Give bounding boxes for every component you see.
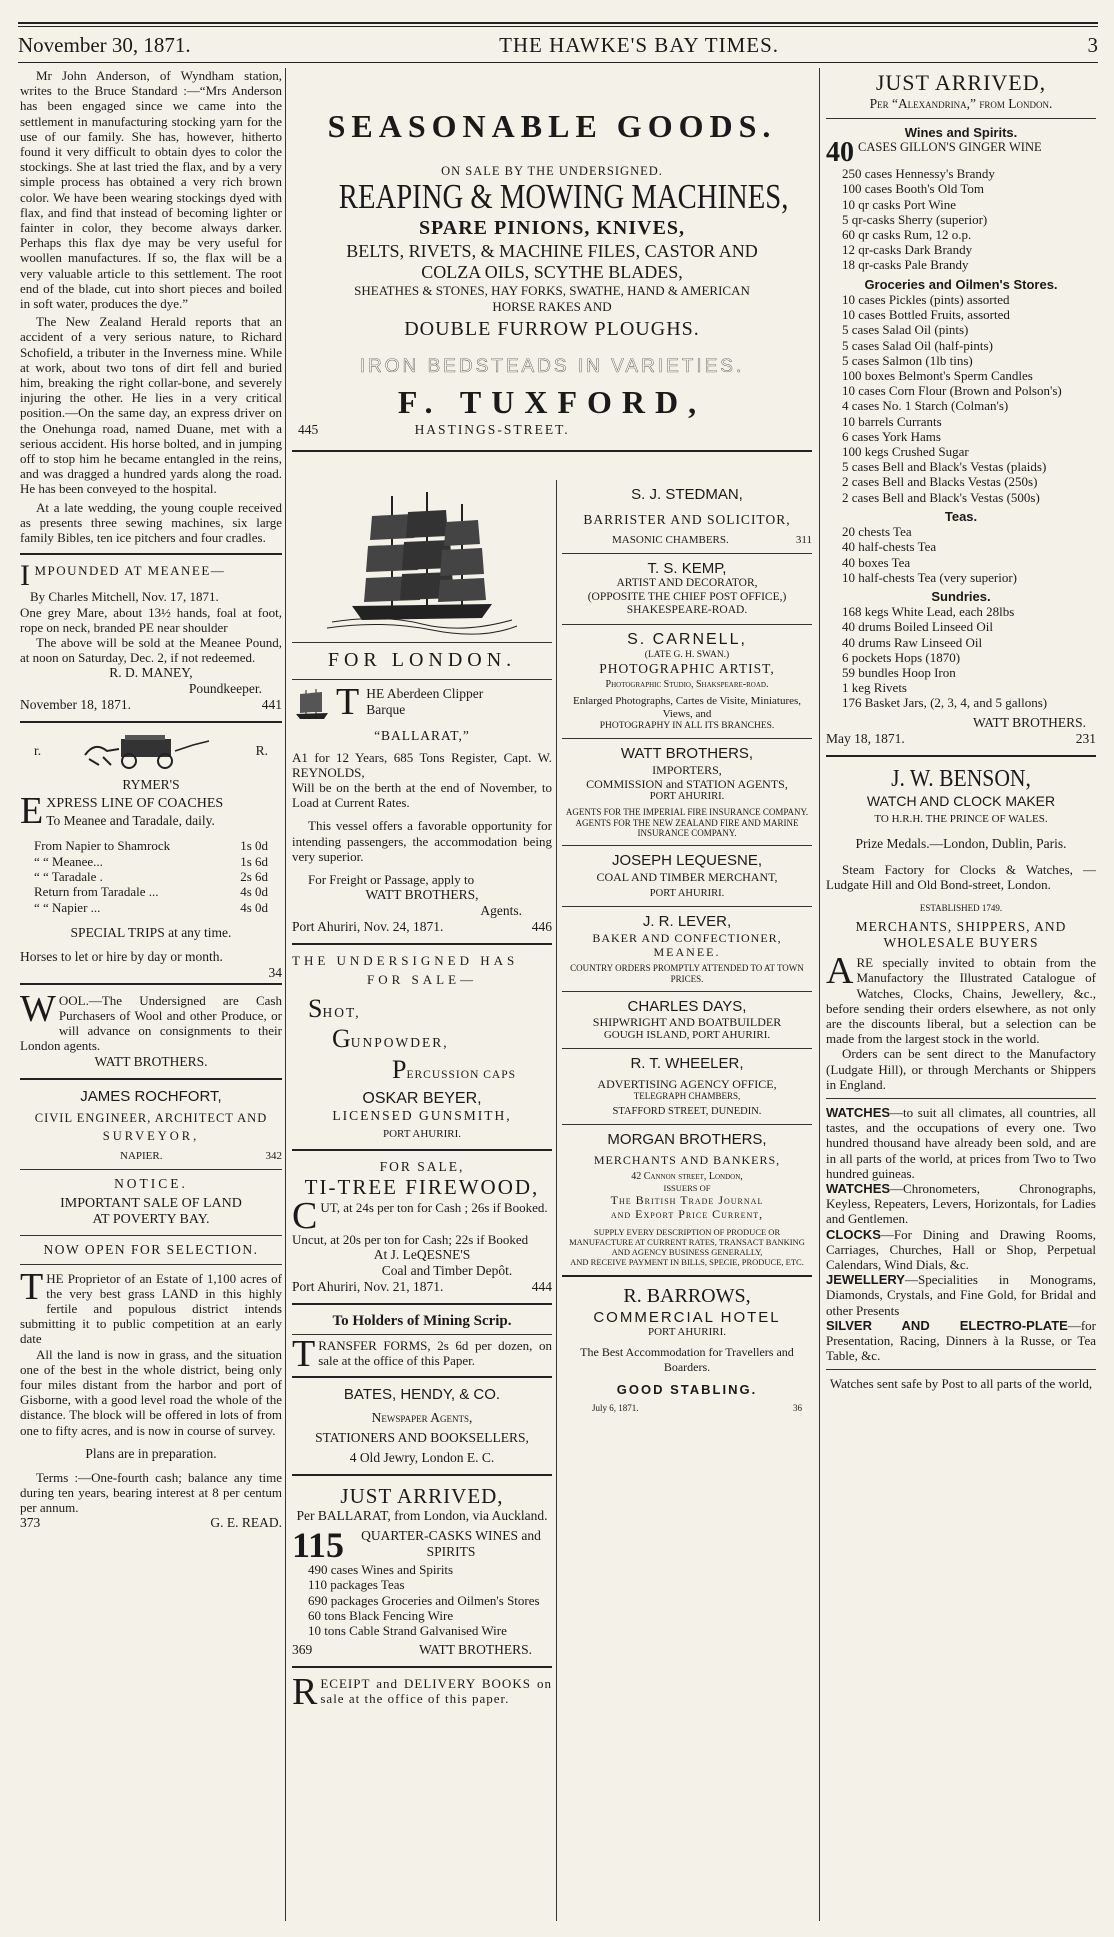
issue-date: November 30, 1871. bbox=[18, 32, 191, 57]
morgan-card bbox=[562, 1131, 812, 1267]
stedman-num: 311 bbox=[795, 533, 812, 546]
col4-arrived-date: May 18, 1871. bbox=[826, 730, 905, 746]
stedman-l2: MASONIC CHAMBERS. bbox=[612, 533, 729, 546]
morgan-l3: ISSUERS OF bbox=[663, 1182, 711, 1193]
london-clipper bbox=[292, 680, 552, 723]
drop-cap: I bbox=[20, 559, 32, 593]
impound-date: November 18, 1871. bbox=[20, 697, 131, 713]
carnell-name: S. CARNELL, bbox=[627, 630, 747, 648]
impound-name: R. D. MANEY, bbox=[109, 665, 193, 681]
divider bbox=[562, 738, 812, 739]
tuxford-name: F. TUXFORD, bbox=[397, 383, 707, 420]
benson-l1: WATCH AND CLOCK MAKER bbox=[866, 792, 1056, 809]
bates-l1: Newspaper Agents, bbox=[371, 1409, 473, 1425]
kemp-l2: (OPPOSITE THE CHIEF POST OFFICE,) bbox=[587, 590, 787, 603]
stedman-card bbox=[562, 486, 812, 547]
firewood-l2: TI-TREE FIREWOOD, bbox=[304, 1175, 540, 1200]
coach-horses: Horses to let or hire by day or month. bbox=[20, 949, 223, 964]
receipt-advert bbox=[292, 1671, 552, 1714]
kemp-l1: ARTIST AND DECORATOR, bbox=[616, 577, 758, 590]
london-ship: “BALLARAT,” bbox=[374, 727, 470, 743]
scrip-advert bbox=[292, 1313, 552, 1375]
seasonable-h7: DOUBLE FURROW PLOUGHS. bbox=[404, 317, 700, 340]
morgan-l6: SUPPLY EVERY DESCRIPTION OF PRODUCE OR MANUFACTURE AT CURRENT RATES, TRANSACT BANKING AND AGENCY BUSINESS GENERALLY, bbox=[569, 1227, 805, 1258]
london-head: FOR LONDON. bbox=[327, 649, 517, 671]
arrived-num: 369 bbox=[292, 1642, 313, 1658]
arrived-sub: Per BALLARAT, from London, via Auckland. bbox=[296, 1508, 548, 1524]
divider bbox=[562, 1048, 812, 1049]
benson-item: WATCHES—to suit all climates, all countries, all tastes, and the occupations of every one. Two hundred thousand have already been sold, and are in all parts of the world, at prices from Two to Two hundred guineas. bbox=[826, 1104, 1096, 1181]
article-accident: The New Zealand Herald reports that an accident of a very serious nature, to Richard Schofield, a tributer in the Inverness mine. While at work, about two tons of dirt fell and buried him, breaking the right collar-bone, and severely injuring the other. He lies in a very critical position.—On the same day, an express driver on the Onehunga road, named Duane, met with a serious accident. His horse bolted, and in jumping off to stop him he became entangled in the reins, and was dragged a hundred yards along the road. He has been conveyed to the hospital. bbox=[20, 314, 282, 497]
beyer-shot: HOT, bbox=[322, 1004, 361, 1020]
drop-cap: T bbox=[20, 1265, 44, 1308]
days-name: CHARLES DAYS, bbox=[627, 997, 747, 1015]
notice-num: 373 bbox=[20, 1515, 41, 1531]
tuxford-street: HASTINGS-STREET. bbox=[414, 421, 570, 437]
col4-arrived-sub: Per “Alexandrina,” from London. bbox=[869, 95, 1053, 111]
coach-special: SPECIAL TRIPS at any time. bbox=[70, 925, 232, 941]
london-l2: Barque bbox=[366, 701, 406, 717]
carnell-l2: Photographic Studio, Shakspeare-road. bbox=[605, 678, 769, 690]
column-divider bbox=[819, 68, 820, 1921]
column-1 bbox=[20, 68, 282, 1921]
lever-name: J. R. LEVER, bbox=[642, 913, 732, 931]
kemp-l3: SHAKESPEARE-ROAD. bbox=[626, 604, 748, 617]
divider bbox=[292, 1303, 552, 1305]
watt-l1: IMPORTERS, bbox=[652, 762, 722, 777]
kemp-name: T. S. KEMP, bbox=[647, 559, 727, 577]
morgan-l7: AND RECEIVE PAYMENT IN BILLS, SPECIE, PRODUCE, ETC. bbox=[570, 1257, 804, 1268]
bates-l3: 4 Old Jewry, London E. C. bbox=[349, 1449, 495, 1465]
london-p2: Will be on the berth at the end of November, to Load at Current Rates. bbox=[292, 779, 552, 811]
drop-cap: T bbox=[336, 680, 360, 723]
drop-cap: E bbox=[20, 790, 44, 832]
seasonable-h8: IRON BEDSTEADS IN VARIETIES. bbox=[359, 355, 745, 377]
wool-advert bbox=[20, 987, 282, 1070]
days-l1: SHIPWRIGHT AND BOATBUILDER bbox=[592, 1015, 782, 1030]
tea-list: 20 chests Tea 40 half-chests Tea 40 boxes Tea 10 half-chests Tea (very superior) bbox=[842, 524, 1018, 585]
divider bbox=[20, 1264, 282, 1265]
lequesne-name: JOSEPH LEQUESNE, bbox=[611, 852, 763, 870]
london-agents: Agents. bbox=[480, 903, 522, 919]
coach-illustration bbox=[83, 731, 213, 771]
impound-role: Poundkeeper. bbox=[188, 681, 262, 697]
divider bbox=[292, 943, 552, 945]
n40: 40 bbox=[826, 137, 854, 169]
article-wedding: At a late wedding, the young couple received as presents three sewing machines, six large family Bibles, ten ice pitchers and four cradles. bbox=[20, 499, 282, 546]
coach-advert bbox=[20, 731, 282, 981]
stedman-name: S. J. STEDMAN, bbox=[631, 486, 743, 503]
seasonable-goods-advert bbox=[292, 68, 812, 468]
divider bbox=[562, 1124, 812, 1125]
beyer-perc: ERCUSSION CAPS bbox=[406, 1068, 517, 1081]
divider bbox=[562, 1275, 812, 1277]
barrows-l4: GOOD STABLING. bbox=[616, 1381, 758, 1397]
bates-l2: STATIONERS AND BOOKSELLERS, bbox=[315, 1429, 529, 1445]
lever-l2: MEANEE. bbox=[653, 945, 721, 960]
divider bbox=[292, 1474, 552, 1476]
top-rule bbox=[18, 22, 1098, 24]
divider bbox=[20, 721, 282, 723]
divider bbox=[20, 983, 282, 985]
coach-rymer: RYMER'S bbox=[122, 777, 180, 793]
notice-terms: Terms :—One-fourth cash; balance any time during ten years, bearing interest at 8 per centum per annum. bbox=[20, 1469, 282, 1516]
page-number: 3 bbox=[1087, 32, 1098, 57]
drop-cap: C bbox=[292, 1195, 318, 1238]
divider bbox=[826, 755, 1096, 757]
london-date: Port Ahuriri, Nov. 24, 1871. bbox=[292, 918, 444, 934]
notice-p2: All the land is now in grass, and the situation one of the best in the whole district, being only four miles distant from the harbor and port of Gisborne, with a good level road the whole of the distance. The block will be offered in lots of from one to fifty acres, and is now in course of survey. bbox=[20, 1346, 282, 1438]
benson-p1: RE specially invited to obtain from the Manufactory the Illustrated Catalogue of Watches, Clocks, Chains, Jewellery, &c., before sending their orders elsewhere, as not only are the discounts liberal, but a selection can be made from the largest stock in the world. bbox=[826, 955, 1096, 1047]
divider bbox=[826, 1369, 1096, 1370]
wheeler-card bbox=[562, 1055, 812, 1118]
coach-line2: To Meanee and Taradale, daily. bbox=[46, 812, 215, 828]
arrived-list: 490 cases Wines and Spirits 110 packages Teas 690 packages Groceries and Oilmen's Stores 60 tons Black Fencing Wire 10 tons Cable Strand Galvanised Wire bbox=[308, 1562, 540, 1639]
watt-name: WATT BROTHERS, bbox=[620, 744, 754, 762]
london-p3: This vessel offers a favorable opportunity for intending passengers, the accommodation being very superior. bbox=[292, 818, 552, 864]
impound-sale: The above will be sold at the Meanee Pound, at noon on Saturday, Dec. 2, if not redeemed. bbox=[20, 634, 282, 666]
divider bbox=[20, 1169, 282, 1170]
barrows-l1: COMMERCIAL HOTEL bbox=[593, 1308, 781, 1326]
london-p4: For Freight or Passage, apply to bbox=[308, 871, 475, 887]
benson-m2: WHOLESALE BUYERS bbox=[883, 935, 1039, 951]
wheeler-l2: TELEGRAPH CHAMBERS, bbox=[633, 1091, 741, 1102]
sundries-list: 168 kegs White Lead, each 28lbs 40 drums Boiled Linseed Oil 40 drums Raw Linseed Oil 6 pockets Hops (1870) 59 bundles Hoop Iron 1 keg Rivets 176 Basket Jars, (2, 3, 4, and 5 gallons) bbox=[842, 604, 1048, 711]
barrows-l2: PORT AHURIRI. bbox=[648, 1326, 726, 1339]
wool-text: OOL.—The Undersigned are Cash Purchasers of Wool and other Produce, or will advance on consignments to their London agents. bbox=[20, 992, 282, 1054]
morgan-l5: and Export Price Current, bbox=[610, 1206, 764, 1221]
london-agent: WATT BROTHERS, bbox=[365, 887, 479, 903]
firewood-advert bbox=[292, 1159, 552, 1295]
seasonable-h3: BELTS, RIVETS, & MACHINE FILES, CASTOR AND bbox=[346, 240, 758, 261]
morgan-name: MORGAN BROTHERS, bbox=[607, 1131, 767, 1149]
carnell-l0: (LATE G. H. SWAN.) bbox=[644, 649, 730, 660]
divider bbox=[20, 1235, 282, 1236]
divider bbox=[20, 1078, 282, 1080]
beyer-place: PORT AHURIRI. bbox=[383, 1128, 461, 1141]
impound-by: By Charles Mitchell, Nov. 17, 1871. bbox=[30, 589, 219, 605]
divider bbox=[20, 553, 282, 555]
column-2 bbox=[292, 480, 552, 1921]
barrows-name: R. BARROWS, bbox=[623, 1285, 751, 1308]
divider bbox=[826, 118, 1096, 119]
masthead-rule bbox=[18, 62, 1098, 63]
kemp-card bbox=[562, 560, 812, 618]
divider bbox=[562, 845, 812, 846]
divider bbox=[562, 906, 812, 907]
carnell-card bbox=[562, 631, 812, 732]
arrived-name: WATT BROTHERS. bbox=[418, 1642, 532, 1658]
column-divider bbox=[285, 68, 286, 1921]
fare-row: “ “ Taradale . 2s 6d bbox=[34, 869, 268, 885]
scrip-text: RANSFER FORMS, 2s 6d per dozen, on sale at the office of this Paper. bbox=[318, 1337, 552, 1368]
divider bbox=[292, 1666, 552, 1668]
firewood-p2: Uncut, at 20s per ton for Cash; 22s if Booked bbox=[292, 1232, 529, 1248]
barrows-date: July 6, 1871. bbox=[592, 1403, 639, 1414]
rochfort-place: NAPIER. bbox=[120, 1149, 163, 1162]
drop-cap: A bbox=[826, 950, 854, 993]
tuxford-num: 445 bbox=[298, 421, 319, 437]
col4-arrived-num: 231 bbox=[1075, 730, 1096, 746]
carnell-l3: Enlarged Photographs, Cartes de Visite, Miniatures, Views, and bbox=[572, 694, 802, 720]
notice-selection: NOW OPEN FOR SELECTION. bbox=[43, 1241, 259, 1257]
lequesne-l1: COAL AND TIMBER MERCHANT, bbox=[596, 869, 778, 884]
seasonable-h2: SPARE PINIONS, KNIVES, bbox=[418, 217, 686, 240]
col4-arrived-head: JUST ARRIVED, bbox=[875, 70, 1047, 95]
teas-head: Teas. bbox=[944, 508, 978, 524]
fare-row: “ “ Napier ... 4s 0d bbox=[34, 899, 268, 915]
benson-p2: Orders can be sent direct to the Manufactory (Ludgate Hill), or through Merchants or Shippers in England. bbox=[826, 1046, 1096, 1092]
lever-card bbox=[562, 913, 812, 984]
impound-desc: One grey Mare, about 13½ hands, foal at foot, rope on neck, branded PE near shoulder bbox=[20, 604, 282, 635]
wool-name: WATT BROTHERS. bbox=[94, 1053, 208, 1069]
arrived-head: JUST ARRIVED, bbox=[340, 1483, 504, 1508]
benson-advert bbox=[826, 765, 1096, 1392]
seasonable-h5: SHEATHES & STONES, HAY FORKS, SWATHE, HAND & AMERICAN bbox=[354, 283, 750, 299]
seasonable-sub: ON SALE BY THE UNDERSIGNED. bbox=[441, 163, 663, 178]
fare-row: “ “ Meanee... 1s 6d bbox=[34, 853, 268, 869]
beyer-advert: THE UNDERSIGNED HAS FOR SALE— SHOT, GUNPOWDER, PERCUSSION CAPS OSKAR BEYER, LICENSED GUNSMITH, PORT AHURIRI. bbox=[292, 953, 552, 1141]
impound-heading: MPOUNDED AT MEANEE— bbox=[34, 563, 226, 579]
benson-l2: TO H.R.H. THE PRINCE OF WALES. bbox=[874, 813, 1048, 826]
seasonable-title: SEASONABLE GOODS. bbox=[327, 108, 777, 144]
small-ship-icon bbox=[292, 686, 332, 722]
divider bbox=[562, 553, 812, 554]
notice-title-1: IMPORTANT SALE OF LAND bbox=[60, 1195, 242, 1211]
firewood-p1: UT, at 24s per ton for Cash ; 26s if Booked. bbox=[320, 1200, 548, 1216]
firewood-num: 444 bbox=[531, 1279, 552, 1295]
ginger: CASES GILLON'S GINGER WINE bbox=[858, 140, 1042, 155]
lequesne-card bbox=[562, 852, 812, 900]
impound-num: 441 bbox=[261, 697, 282, 713]
divider bbox=[562, 624, 812, 625]
wheeler-l3: STAFFORD STREET, DUNEDIN. bbox=[612, 1105, 762, 1117]
watt-l5: AGENTS FOR THE NEW ZEALAND FIRE AND MARINE INSURANCE COMPANY. bbox=[575, 817, 799, 839]
lever-l1: BAKER AND CONFECTIONER, bbox=[592, 931, 782, 945]
watt-l2: COMMISSION and STATION AGENTS, bbox=[586, 776, 788, 791]
benson-last: Watches sent safe by Post to all parts of the world, bbox=[829, 1376, 1093, 1392]
watt-l3: PORT AHURIRI. bbox=[649, 790, 725, 802]
benson-m1: MERCHANTS, SHIPPERS, AND bbox=[855, 919, 1067, 935]
london-l1: HE Aberdeen Clipper bbox=[366, 685, 484, 701]
coach-num: 34 bbox=[268, 964, 282, 980]
impounded-notice bbox=[20, 559, 282, 713]
rochfort-l2: SURVEYOR, bbox=[102, 1129, 200, 1144]
wine-list: 250 cases Hennessy's Brandy 100 cases Booth's Old Tom 10 qr casks Port Wine 5 qr-casks Sherry (superior) 60 qr casks Rum, 12 o.p. 12 qr-casks Dark Brandy 18 qr-casks Pale Brandy bbox=[842, 166, 995, 273]
notice-p1: HE Proprietor of an Estate of 1,100 acres of the very best grass LAND in this highly fertile and populous district intends submitting it to public competition at an early date bbox=[20, 1270, 282, 1347]
barrows-card bbox=[562, 1285, 812, 1414]
beyer-name: OSKAR BEYER, bbox=[362, 1089, 482, 1107]
rochfort-l1: CIVIL ENGINEER, ARCHITECT AND bbox=[34, 1111, 268, 1126]
divider bbox=[292, 679, 552, 680]
coach-initial-left: r. bbox=[34, 743, 42, 759]
london-num: 446 bbox=[531, 918, 552, 934]
lequesne-l2: PORT AHURIRI. bbox=[649, 887, 725, 899]
ship-illustration bbox=[322, 486, 522, 636]
drop-cap: R bbox=[292, 1671, 318, 1714]
bates-name: BATES, HENDY, & CO. bbox=[343, 1386, 501, 1404]
receipt-text: ECEIPT and DELIVERY BOOKS on sale at the office of this paper. bbox=[320, 1676, 552, 1707]
seasonable-h1: REAPING & MOWING MACHINES, bbox=[338, 176, 789, 216]
divider bbox=[562, 991, 812, 992]
column-divider bbox=[556, 480, 557, 1921]
barrows-num: 36 bbox=[793, 1403, 802, 1414]
newspaper-title: THE HAWKE'S BAY TIMES. bbox=[499, 32, 780, 57]
wheeler-l1: ADVERTISING AGENCY OFFICE, bbox=[597, 1077, 777, 1092]
bates-advert bbox=[292, 1386, 552, 1465]
divider bbox=[826, 1098, 1096, 1099]
lever-l3: COUNTRY ORDERS PROMPTLY ATTENDED TO AT TOWN PRICES. bbox=[570, 963, 804, 984]
fare-row: Return from Taradale ... 4s 0d bbox=[34, 884, 268, 900]
drop-cap: W bbox=[20, 987, 56, 1030]
benson-name: J. W. BENSON, bbox=[891, 765, 1031, 792]
column-3 bbox=[562, 480, 812, 1921]
rochfort-name: JAMES ROCHFORT, bbox=[80, 1087, 222, 1105]
firewood-p4: Coal and Timber Depôt. bbox=[381, 1263, 513, 1279]
rochfort-advert bbox=[20, 1088, 282, 1163]
firewood-date: Port Ahuriri, Nov. 21, 1871. bbox=[292, 1279, 444, 1295]
arrived-q: QUARTER-CASKS WINES and SPIRITS bbox=[361, 1528, 541, 1560]
days-card bbox=[562, 998, 812, 1043]
arrived-advert bbox=[292, 1484, 552, 1659]
drop-cap: T bbox=[292, 1332, 316, 1375]
morgan-l4: The British Trade Journal bbox=[610, 1192, 764, 1207]
beyer-l2: FOR SALE— bbox=[366, 972, 478, 988]
divider bbox=[292, 450, 812, 452]
watt-card bbox=[562, 745, 812, 839]
beyer-trade: LICENSED GUNSMITH, bbox=[332, 1108, 512, 1124]
stedman-l1: BARRISTER AND SOLICITOR, bbox=[583, 511, 791, 527]
top-rule-thin bbox=[18, 26, 1098, 27]
article-flax-dye: Mr John Anderson, of Wyndham station, writes to the Bruce Standard :—“Mrs Anderson has been engaged since we came into the settlement in manufacturing stocking yarn for the use of our family. She has, however, hitherto found it very difficult to obtain dyes to color the stockings. She at last tried the flax, and by a very simple process has obtained a very rich brown color. We have been wearing stockings dyed with flax, and find that instead of becoming lighter or fainter in color, they become always darker. Perhaps this flax dye may be very useful for woollen manufactures. If so, the flax will be a very valuable article to this settlement. The root end of the blade, cut into short pieces and boiled in soft water, produces the dye.” bbox=[20, 68, 282, 312]
col4-arrived-name: WATT BROTHERS. bbox=[972, 714, 1086, 730]
carnell-l1: PHOTOGRAPHIC ARTIST, bbox=[599, 661, 775, 677]
benson-item: WATCHES—Chronometers, Chronographs, Keyless, Repeaters, Levers, Horizontals, for Ladies and Gentlemen. bbox=[826, 1180, 1096, 1227]
column-4 bbox=[826, 68, 1096, 1921]
benson-item: SILVER AND ELECTRO-PLATE—for Presentation, Racing, Dinners à la Russe, or Tea Table, &c. bbox=[826, 1317, 1096, 1364]
notice-head: NOTICE. bbox=[114, 1175, 188, 1191]
firewood-l1: FOR SALE, bbox=[379, 1159, 465, 1175]
benson-l3: Prize Medals.—London, Dublin, Paris. bbox=[855, 836, 1067, 852]
seasonable-h4: COLZA OILS, SCYTHE BLADES, bbox=[421, 262, 683, 283]
sundries-head: Sundries. bbox=[931, 588, 991, 604]
divider bbox=[292, 1334, 552, 1335]
benson-item: JEWELLERY—Specialities in Monograms, Diamonds, Crystals, and Fine Gold, for Bridal and other Presents bbox=[826, 1272, 1096, 1318]
divider bbox=[292, 642, 552, 643]
morgan-l2: 42 Cannon street, London, bbox=[631, 1171, 743, 1183]
benson-est: ESTABLISHED 1749. bbox=[919, 902, 1003, 913]
divider bbox=[292, 1149, 552, 1151]
notice-plans: Plans are in preparation. bbox=[85, 1445, 217, 1461]
coach-fares bbox=[34, 838, 268, 915]
benson-l4: Steam Factory for Clocks & Watches, —Ludgate Hill and Old Bond-street, London. bbox=[826, 862, 1096, 893]
seasonable-h6: HORSE RAKES AND bbox=[492, 298, 612, 314]
divider bbox=[292, 1376, 552, 1378]
london-p1: A1 for 12 Years, 685 Tons Register, Capt. W. REYNOLDS, bbox=[292, 749, 552, 780]
notice-name: G. E. READ. bbox=[210, 1515, 282, 1531]
masthead bbox=[18, 30, 1098, 60]
groc-head: Groceries and Oilmen's Stores. bbox=[864, 276, 1058, 292]
beyer-gun: UNPOWDER, bbox=[350, 1035, 449, 1051]
coach-line1: XPRESS LINE OF COACHES bbox=[46, 796, 224, 811]
watt-l4: AGENTS FOR THE IMPERIAL FIRE INSURANCE COMPANY. bbox=[565, 807, 809, 818]
land-notice bbox=[20, 1176, 282, 1532]
wheeler-name: R. T. WHEELER, bbox=[630, 1055, 744, 1073]
wines-head: Wines and Spirits. bbox=[904, 124, 1018, 140]
morgan-l1: MERCHANTS AND BANKERS, bbox=[593, 1152, 781, 1167]
alexandrina-advert bbox=[826, 70, 1096, 747]
carnell-l4: PHOTOGRAPHY IN ALL ITS BRANCHES. bbox=[599, 720, 775, 731]
firewood-p3: At J. LeQESNE'S bbox=[373, 1247, 471, 1263]
fare-row: From Napier to Shamrock 1s 0d bbox=[34, 838, 268, 854]
scrip-head: To Holders of Mining Scrip. bbox=[332, 1313, 512, 1329]
barrows-l3: The Best Accommodation for Travellers and Boarders. bbox=[580, 1345, 794, 1374]
arrived-115: 115 bbox=[292, 1525, 345, 1566]
notice-title-2: AT POVERTY BAY. bbox=[92, 1212, 210, 1228]
groc-list: 10 cases Pickles (pints) assorted 10 cases Bottled Fruits, assorted 5 cases Salad Oil (pints) 5 cases Salad Oil (half-pints) 5 cases Salmon (1lb tins) 100 boxes Belmont's Sperm Candles 10 cases Corn Flour (Brown and Polson's) 4 cases No. 1 Starch (Colman's) 10 barrels Currants 6 cases York Hams 100 kegs Crushed Sugar 5 cases Bell and Black's Vestas (plaids) 2 cases Bell and Blacks Vestas (250s) 2 cases Bell and Black's Vestas (500s) bbox=[842, 291, 1062, 505]
beyer-l1: THE UNDERSIGNED HAS bbox=[292, 952, 519, 968]
rochfort-num: 342 bbox=[265, 1149, 282, 1162]
benson-item: CLOCKS—For Dining and Drawing Rooms, Carriages, Churches, Hall or Shop, Perpetual Calendars, Wind Dials, &c. bbox=[826, 1226, 1096, 1272]
coach-initial-right: R. bbox=[255, 743, 268, 759]
days-l2: GOUGH ISLAND, PORT AHURIRI. bbox=[603, 1029, 771, 1042]
